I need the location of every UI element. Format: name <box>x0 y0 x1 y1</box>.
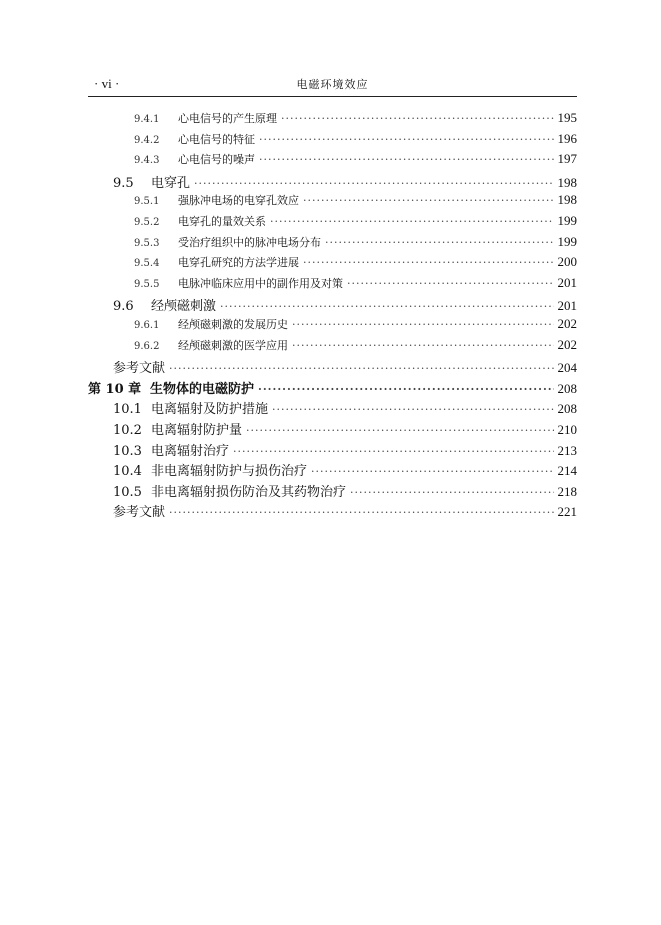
toc-entry-title: 电离辐射防护量 <box>151 423 243 438</box>
toc-entry <box>113 357 577 377</box>
toc-entry <box>134 337 577 357</box>
toc-entry-page: 221 <box>557 504 577 520</box>
toc-entry <box>134 234 577 254</box>
dot-leader <box>259 153 554 166</box>
dot-leader <box>194 177 553 190</box>
toc-entry-page: 198 <box>557 192 577 208</box>
toc-entry-title: 受治疗组织中的脉冲电场分布 <box>178 235 321 249</box>
toc-entry <box>113 419 577 439</box>
toc-entry <box>113 481 577 501</box>
toc-entry-number: 9.5.5 <box>134 278 160 290</box>
dot-leader <box>169 506 553 519</box>
toc-entry-title: 强脉冲电场的电穿孔效应 <box>178 194 299 208</box>
toc-entry-title: 电穿孔的量效关系 <box>178 215 266 228</box>
dot-leader <box>259 133 554 146</box>
toc-entry <box>134 275 577 295</box>
dot-leader <box>347 277 554 290</box>
dot-leader <box>325 236 554 249</box>
toc-entry-title: 参考文献 <box>113 361 166 377</box>
toc-entry-number: 9.6.1 <box>134 320 160 331</box>
toc-entry-number: 9.5.3 <box>134 237 160 249</box>
toc-entry-number: 9.4.3 <box>134 155 160 167</box>
dot-leader <box>303 194 554 207</box>
running-header <box>88 72 577 94</box>
toc-entry-title: 非电离辐射防护与损伤治疗 <box>151 464 308 480</box>
toc-entry-number: 10.1 <box>113 402 142 418</box>
toc-entry-title: 心电信号的产生原理 <box>178 112 277 125</box>
toc-entry <box>134 110 577 130</box>
toc-entry-page: 199 <box>557 233 577 249</box>
toc-entry-title: 心电信号的特征 <box>178 132 255 146</box>
toc-entry <box>113 172 577 192</box>
page-number: · vi · <box>94 76 120 91</box>
toc-entry <box>134 131 577 151</box>
toc-entry-page: 202 <box>557 336 577 352</box>
dot-leader <box>292 318 554 331</box>
toc-entry-page: 201 <box>557 274 577 290</box>
toc-entry-page: 201 <box>557 298 577 314</box>
toc-entry-page: 208 <box>557 380 577 396</box>
dot-leader <box>233 445 553 458</box>
toc-entry-title: 电穿孔研究的方法学进展 <box>178 256 299 270</box>
toc-entry <box>134 254 577 274</box>
toc-entry-page: 208 <box>557 401 577 417</box>
toc-entry-title: 参考文献 <box>113 505 166 521</box>
toc-entry-number: 9.5.1 <box>134 196 160 208</box>
header-rule <box>88 96 577 97</box>
toc-entry-number: 9.5 <box>113 175 134 191</box>
toc-entry-number: 10.4 <box>113 464 142 480</box>
dot-leader <box>350 486 553 499</box>
toc-entry-number: 第 10 章 <box>88 381 142 397</box>
dot-leader <box>169 362 553 375</box>
toc-entry-title: 电离辐射治疗 <box>151 443 230 459</box>
toc-entry-title: 电穿孔 <box>151 175 191 191</box>
toc-entry-number: 9.4.1 <box>134 114 160 125</box>
toc-entry-page: 214 <box>557 463 577 479</box>
dot-leader <box>246 424 553 437</box>
dot-leader <box>303 256 554 269</box>
dot-leader <box>281 112 554 125</box>
dot-leader <box>220 300 553 313</box>
dot-leader <box>270 215 554 228</box>
dot-leader <box>272 403 553 416</box>
toc-entry <box>134 151 577 171</box>
toc-entry-number: 10.3 <box>113 443 142 459</box>
toc-entry-title: 非电离辐射损伤防治及其药物治疗 <box>151 484 347 500</box>
toc-entry-number: 9.4.2 <box>134 134 160 146</box>
toc-entry-title: 心电信号的噪声 <box>178 153 255 167</box>
toc-entry-page: 213 <box>557 442 577 458</box>
toc-entry-title: 生物体的电磁防护 <box>150 381 255 397</box>
toc-entry-number: 9.6 <box>113 299 134 315</box>
toc-entry-title: 电脉冲临床应用中的副作用及对策 <box>178 276 343 290</box>
dot-leader <box>292 339 554 352</box>
toc-entry <box>113 501 577 521</box>
toc-entry-number: 9.6.2 <box>134 340 160 352</box>
toc-entry-number: 10.5 <box>113 484 142 500</box>
toc-entry-title: 电离辐射及防护措施 <box>151 402 269 418</box>
toc-entry-page: 204 <box>557 360 577 376</box>
toc-entry-page: 199 <box>557 213 577 228</box>
toc-entry <box>88 378 577 398</box>
toc-entry <box>113 398 577 418</box>
toc-entry-title: 经颅磁刺激的发展历史 <box>178 318 288 331</box>
toc-entry <box>113 295 577 315</box>
toc-entry-number: 9.5.4 <box>134 258 160 270</box>
toc-entry-page: 198 <box>557 174 577 190</box>
toc-entry-page: 197 <box>557 151 577 167</box>
toc-entry-page: 210 <box>557 422 577 437</box>
toc-entry-number: 10.2 <box>113 423 142 438</box>
toc-entry <box>134 192 577 212</box>
toc-entry-page: 202 <box>557 316 577 331</box>
toc-entry <box>134 316 577 336</box>
toc-entry-title: 经颅磁刺激 <box>151 299 217 315</box>
book-title: 电磁环境效应 <box>296 78 369 91</box>
toc-entry <box>113 440 577 460</box>
dot-leader <box>258 383 553 396</box>
toc-entry-page: 218 <box>557 483 577 499</box>
dot-leader <box>311 465 553 478</box>
toc-entry-page: 200 <box>557 254 577 270</box>
toc-entry-number: 9.5.2 <box>134 217 160 228</box>
toc-entry <box>134 213 577 233</box>
toc-entry-page: 195 <box>557 110 577 125</box>
toc-entry-page: 196 <box>557 130 577 146</box>
toc-entry <box>113 460 577 480</box>
toc-entry-title: 经颅磁刺激的医学应用 <box>178 338 288 352</box>
